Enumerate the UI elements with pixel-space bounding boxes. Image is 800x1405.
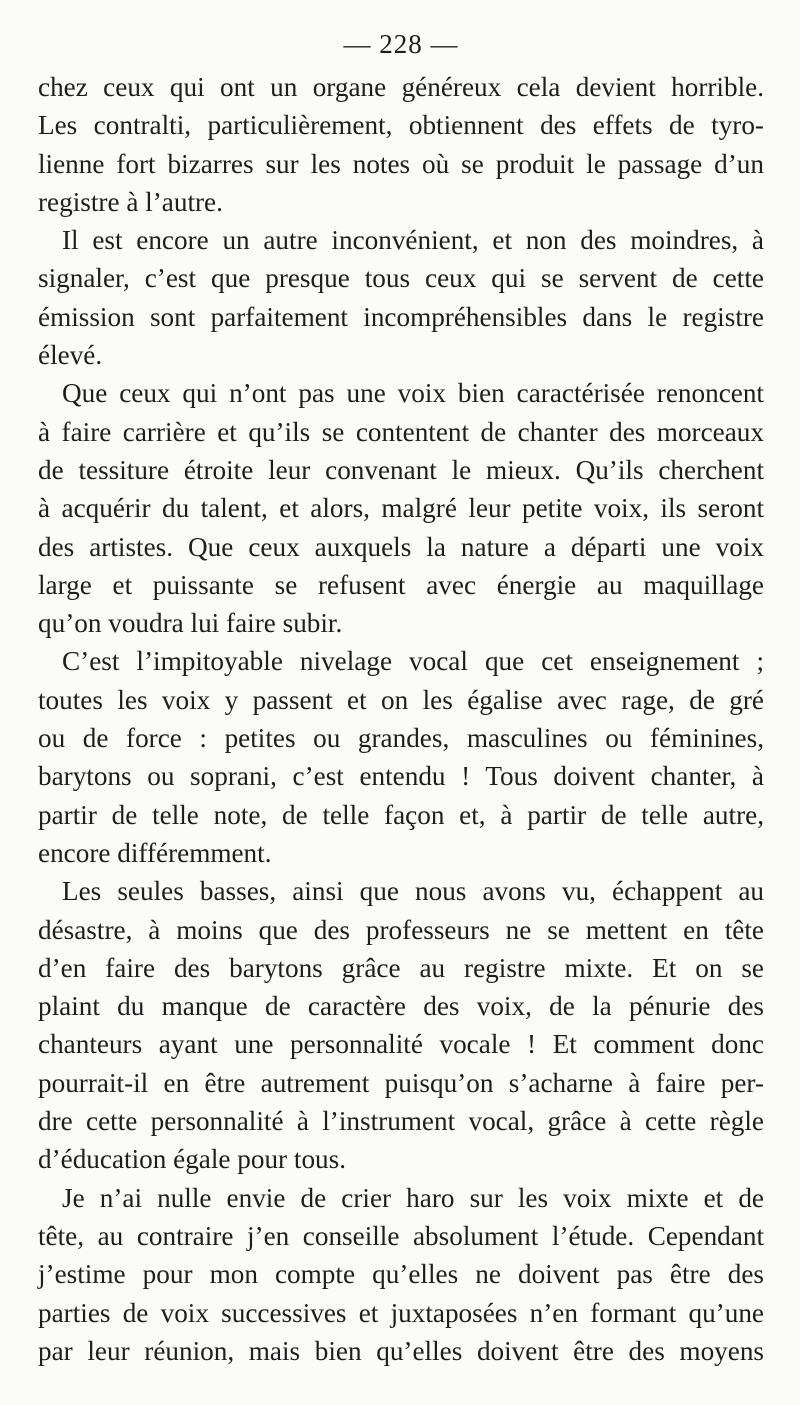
text-line: large et puissante se refusent avec énergie au maquillage [38, 569, 764, 600]
text-line: des artistes. Que ceux auxquels la nature a départi une voix [38, 531, 764, 562]
text-line: barytons ou soprani, c’est entendu ! Tous doivent chanter, à [38, 761, 764, 792]
text-line: encore différemment. [38, 837, 272, 868]
text-line: à acquérir du talent, et alors, malgré leur petite voix, ils seront [38, 493, 764, 524]
text-line: chanteurs ayant une personnalité vocale ! Et comment donc [38, 1029, 764, 1060]
text-line: partir de telle note, de telle façon et, à partir de telle autre, [38, 799, 764, 830]
text-line: j’estime pour mon compte qu’elles ne doivent pas être des [38, 1259, 764, 1290]
paragraph [38, 221, 764, 374]
text-line: ou de force : petites ou grandes, masculines ou féminines, [38, 723, 764, 754]
text-line: plaint du manque de caractère des voix, de la pénurie des [38, 991, 764, 1022]
page-number: — 228 — [343, 29, 459, 59]
text-line: Les contralti, particulièrement, obtiennent des effets de tyro- [38, 110, 764, 141]
text-line: d’en faire des barytons grâce au registre mixte. Et on se [38, 952, 764, 983]
text-line: Je n’ai nulle envie de crier haro sur les voix mixte et de [62, 1182, 764, 1213]
text-line: lienne fort bizarres sur les notes où se produit le passage d’un [38, 148, 764, 179]
text-line: toutes les voix y passent et on les égalise avec rage, de gré [38, 684, 764, 715]
text-line: Il est encore un autre inconvénient, et non des moindres, à [62, 225, 764, 256]
paragraph [38, 872, 764, 1178]
paragraph [38, 68, 764, 221]
text-line: de tessiture étroite leur convenant le mieux. Qu’ils cherchent [38, 454, 764, 485]
text-line: à faire carrière et qu’ils se contentent de chanter des morceaux [38, 416, 764, 447]
text-line: parties de voix successives et juxtaposées n’en formant qu’une [38, 1297, 764, 1328]
paragraph [38, 1179, 764, 1370]
text-line: Les seules basses, ainsi que nous avons vu, échappent au [62, 876, 764, 907]
text-line: C’est l’impitoyable nivelage vocal que cet enseignement ; [62, 646, 764, 677]
paragraph [38, 374, 764, 642]
text-line: Que ceux qui n’ont pas une voix bien caractérisée renoncent [62, 378, 764, 409]
text-line: chez ceux qui ont un organe généreux cela devient horrible. [38, 72, 764, 102]
text-line: pourrait-il en être autrement puisqu’on s’acharne à faire per- [38, 1067, 764, 1098]
text-line: d’éducation égale pour tous. [38, 1144, 347, 1175]
paragraph [38, 642, 764, 872]
text-line: dre cette personnalité à l’instrument vocal, grâce à cette règle [38, 1106, 764, 1137]
text-line: émission sont parfaitement incompréhensibles dans le registre [38, 301, 764, 332]
text-line: désastre, à moins que des professeurs ne se mettent en tête [38, 914, 764, 945]
text-line: registre à l’autre. [38, 186, 223, 217]
text-line: élevé. [38, 340, 103, 371]
text-line: par leur réunion, mais bien qu’elles doivent être des moyens [38, 1335, 764, 1366]
body-text [38, 68, 764, 1370]
text-line: qu’on voudra lui faire subir. [38, 608, 343, 639]
text-line: signaler, c’est que presque tous ceux qui se servent de cette [38, 263, 764, 294]
text-line: tête, au contraire j’en conseille absolument l’étude. Cependant [38, 1220, 764, 1251]
